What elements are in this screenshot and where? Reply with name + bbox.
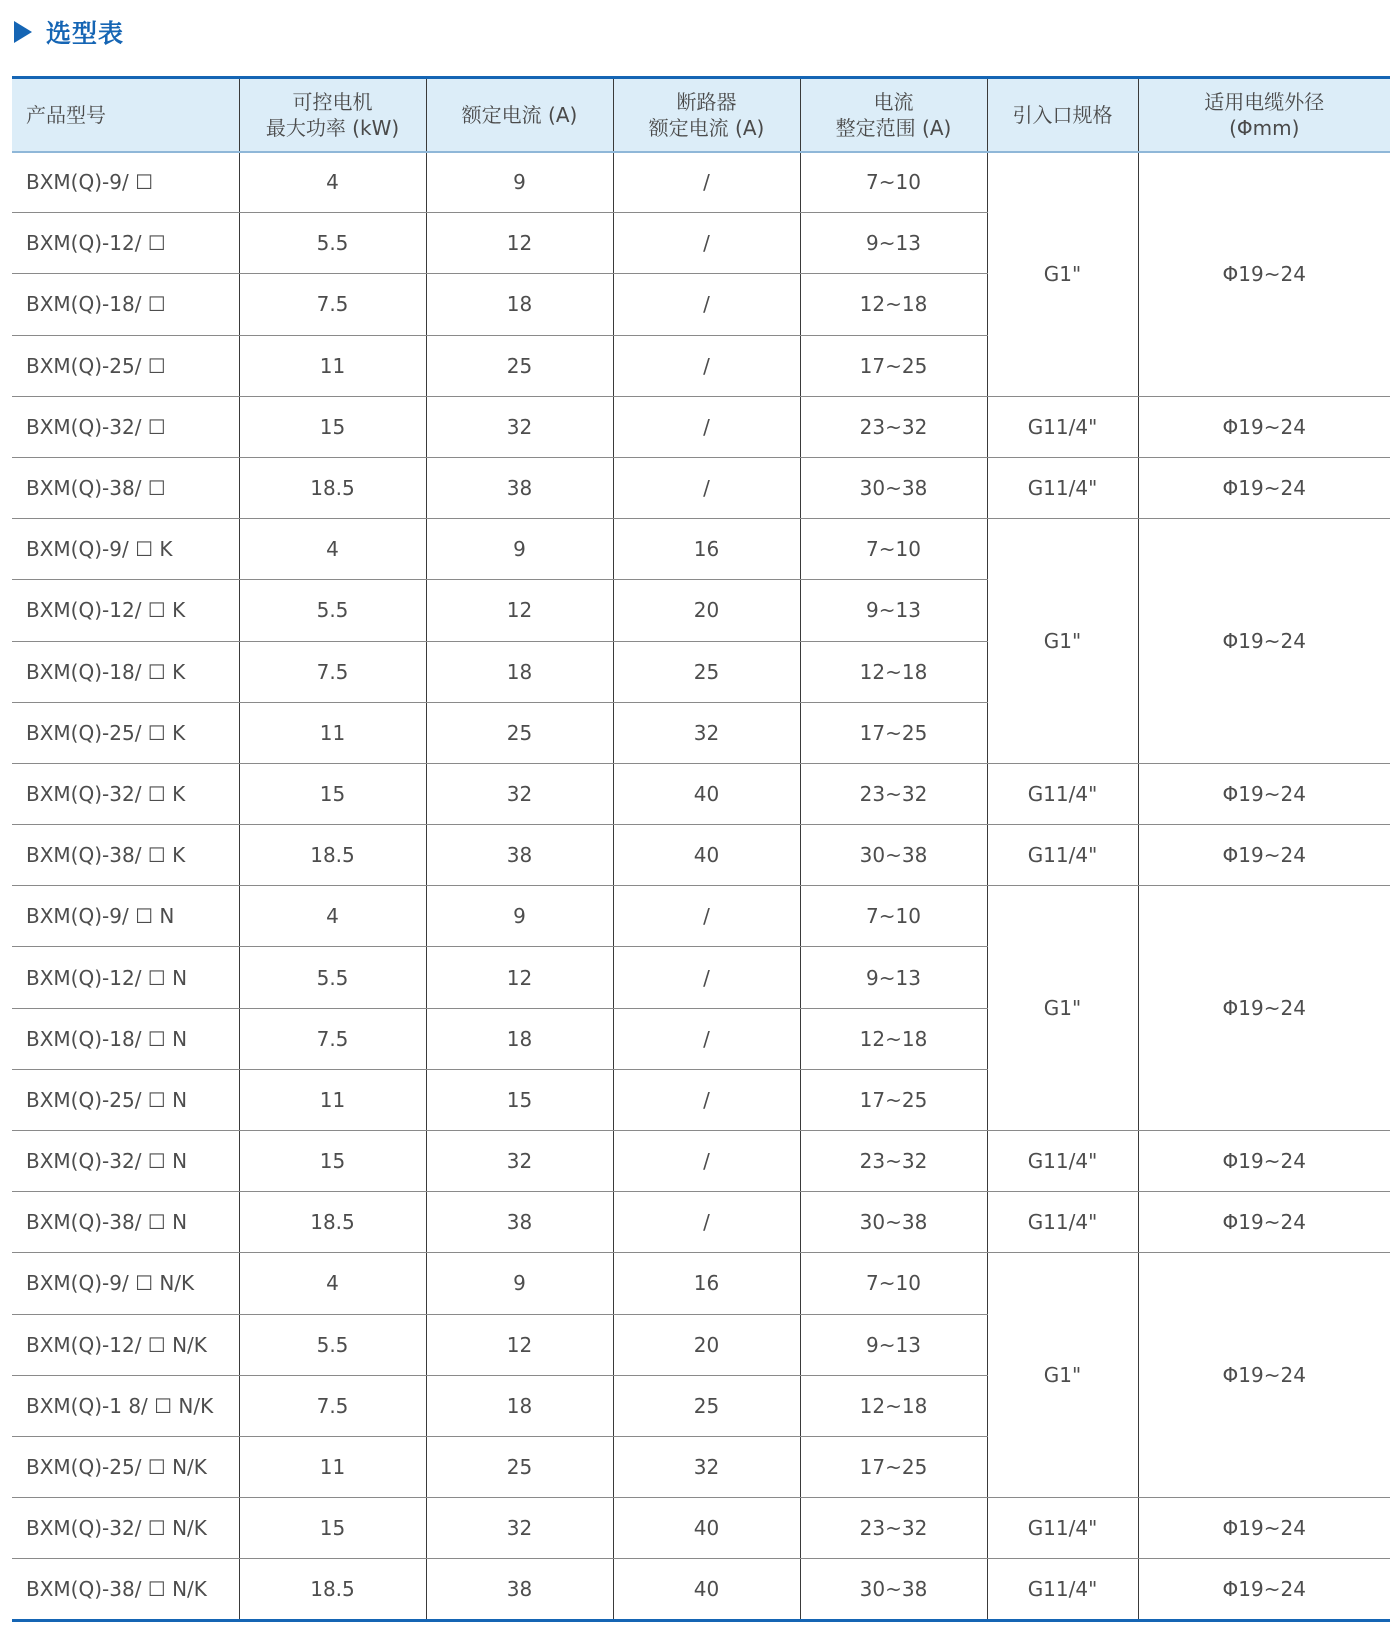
table-header <box>12 78 1390 152</box>
cell-rated-current: 32 <box>426 1498 613 1559</box>
table-body <box>12 152 1390 1621</box>
cell-rated-current: 38 <box>426 457 613 518</box>
table-row <box>12 1253 1390 1314</box>
cell-current-range: 12~18 <box>800 274 987 335</box>
cell-cable-diameter: Φ19~24 <box>1138 1192 1390 1253</box>
cell-rated-current: 32 <box>426 763 613 824</box>
cell-current-range: 12~18 <box>800 1008 987 1069</box>
cell-inlet-spec: G11/4" <box>987 1559 1138 1620</box>
table-row <box>12 763 1390 824</box>
cell-model: BXM(Q)-9/ ☐ K <box>12 519 239 580</box>
cell-max-power: 18.5 <box>239 825 426 886</box>
cell-breaker-current: 40 <box>613 1498 800 1559</box>
cell-breaker-current: / <box>613 457 800 518</box>
cell-inlet-spec: G1" <box>987 152 1138 397</box>
cell-model: BXM(Q)-25/ ☐ K <box>12 702 239 763</box>
cell-current-range: 9~13 <box>800 213 987 274</box>
cell-max-power: 4 <box>239 152 426 213</box>
cell-breaker-current: 20 <box>613 580 800 641</box>
cell-rated-current: 12 <box>426 1314 613 1375</box>
cell-rated-current: 18 <box>426 274 613 335</box>
cell-breaker-current: 32 <box>613 702 800 763</box>
cell-breaker-current: / <box>613 152 800 213</box>
cell-breaker-current: 32 <box>613 1436 800 1497</box>
cell-cable-diameter: Φ19~24 <box>1138 1131 1390 1192</box>
cell-max-power: 7.5 <box>239 1008 426 1069</box>
cell-breaker-current: / <box>613 1131 800 1192</box>
cell-current-range: 17~25 <box>800 1436 987 1497</box>
cell-cable-diameter: Φ19~24 <box>1138 825 1390 886</box>
cell-model: BXM(Q)-18/ ☐ N <box>12 1008 239 1069</box>
cell-inlet-spec: G11/4" <box>987 396 1138 457</box>
header-current-range: 电流 整定范围 (A) <box>800 78 987 152</box>
table-row <box>12 396 1390 457</box>
cell-rated-current: 18 <box>426 1375 613 1436</box>
header-cable-diameter: 适用电缆外径 (Φmm) <box>1138 78 1390 152</box>
cell-current-range: 7~10 <box>800 152 987 213</box>
header-row <box>12 78 1390 152</box>
cell-model: BXM(Q)-32/ ☐ N <box>12 1131 239 1192</box>
cell-max-power: 4 <box>239 1253 426 1314</box>
cell-model: BXM(Q)-9/ ☐ <box>12 152 239 213</box>
cell-max-power: 11 <box>239 335 426 396</box>
cell-rated-current: 32 <box>426 396 613 457</box>
cell-breaker-current: 40 <box>613 825 800 886</box>
cell-inlet-spec: G11/4" <box>987 763 1138 824</box>
cell-rated-current: 9 <box>426 152 613 213</box>
cell-max-power: 5.5 <box>239 947 426 1008</box>
table-row <box>12 825 1390 886</box>
cell-breaker-current: 25 <box>613 1375 800 1436</box>
cell-max-power: 5.5 <box>239 1314 426 1375</box>
cell-cable-diameter: Φ19~24 <box>1138 763 1390 824</box>
cell-current-range: 17~25 <box>800 702 987 763</box>
cell-max-power: 5.5 <box>239 213 426 274</box>
cell-rated-current: 12 <box>426 947 613 1008</box>
cell-rated-current: 38 <box>426 825 613 886</box>
cell-max-power: 18.5 <box>239 457 426 518</box>
cell-max-power: 18.5 <box>239 1192 426 1253</box>
cell-current-range: 23~32 <box>800 763 987 824</box>
cell-model: BXM(Q)-12/ ☐ <box>12 213 239 274</box>
cell-model: BXM(Q)-32/ ☐ <box>12 396 239 457</box>
cell-rated-current: 12 <box>426 213 613 274</box>
section-title: 选型表 <box>46 19 125 48</box>
selection-table <box>12 76 1390 1622</box>
cell-current-range: 7~10 <box>800 886 987 947</box>
cell-model: BXM(Q)-38/ ☐ N <box>12 1192 239 1253</box>
cell-cable-diameter: Φ19~24 <box>1138 152 1390 397</box>
cell-breaker-current: / <box>613 886 800 947</box>
table-row <box>12 886 1390 947</box>
cell-rated-current: 18 <box>426 1008 613 1069</box>
cell-max-power: 4 <box>239 886 426 947</box>
table-row <box>12 519 1390 580</box>
cell-model: BXM(Q)-25/ ☐ N/K <box>12 1436 239 1497</box>
cell-breaker-current: / <box>613 1008 800 1069</box>
cell-current-range: 17~25 <box>800 1069 987 1130</box>
cell-cable-diameter: Φ19~24 <box>1138 396 1390 457</box>
cell-model: BXM(Q)-9/ ☐ N <box>12 886 239 947</box>
cell-max-power: 18.5 <box>239 1559 426 1620</box>
cell-model: BXM(Q)-25/ ☐ <box>12 335 239 396</box>
cell-model: BXM(Q)-38/ ☐ <box>12 457 239 518</box>
header-max-power: 可控电机 最大功率 (kW) <box>239 78 426 152</box>
table-row <box>12 1131 1390 1192</box>
cell-inlet-spec: G1" <box>987 1253 1138 1498</box>
cell-breaker-current: 40 <box>613 763 800 824</box>
cell-breaker-current: / <box>613 1069 800 1130</box>
cell-max-power: 7.5 <box>239 641 426 702</box>
cell-inlet-spec: G11/4" <box>987 1192 1138 1253</box>
cell-model: BXM(Q)-32/ ☐ N/K <box>12 1498 239 1559</box>
cell-max-power: 7.5 <box>239 1375 426 1436</box>
table-row <box>12 1498 1390 1559</box>
cell-inlet-spec: G11/4" <box>987 825 1138 886</box>
cell-breaker-current: / <box>613 1192 800 1253</box>
cell-breaker-current: 16 <box>613 519 800 580</box>
table-row <box>12 1559 1390 1620</box>
cell-model: BXM(Q)-25/ ☐ N <box>12 1069 239 1130</box>
cell-model: BXM(Q)-12/ ☐ N/K <box>12 1314 239 1375</box>
cell-inlet-spec: G1" <box>987 886 1138 1131</box>
header-breaker-current: 断路器 额定电流 (A) <box>613 78 800 152</box>
cell-model: BXM(Q)-12/ ☐ K <box>12 580 239 641</box>
cell-model: BXM(Q)-38/ ☐ K <box>12 825 239 886</box>
cell-cable-diameter: Φ19~24 <box>1138 1559 1390 1620</box>
cell-cable-diameter: Φ19~24 <box>1138 1253 1390 1498</box>
cell-max-power: 15 <box>239 763 426 824</box>
cell-cable-diameter: Φ19~24 <box>1138 1498 1390 1559</box>
cell-current-range: 30~38 <box>800 457 987 518</box>
cell-inlet-spec: G11/4" <box>987 1131 1138 1192</box>
cell-max-power: 15 <box>239 1131 426 1192</box>
cell-max-power: 7.5 <box>239 274 426 335</box>
cell-cable-diameter: Φ19~24 <box>1138 519 1390 764</box>
cell-current-range: 9~13 <box>800 947 987 1008</box>
cell-inlet-spec: G1" <box>987 519 1138 764</box>
cell-current-range: 30~38 <box>800 1559 987 1620</box>
table-row <box>12 457 1390 518</box>
cell-current-range: 12~18 <box>800 1375 987 1436</box>
cell-rated-current: 25 <box>426 335 613 396</box>
table-row <box>12 1192 1390 1253</box>
cell-breaker-current: 16 <box>613 1253 800 1314</box>
cell-current-range: 23~32 <box>800 1131 987 1192</box>
cell-current-range: 7~10 <box>800 519 987 580</box>
cell-rated-current: 12 <box>426 580 613 641</box>
cell-rated-current: 25 <box>426 1436 613 1497</box>
cell-breaker-current: / <box>613 396 800 457</box>
cell-breaker-current: / <box>613 335 800 396</box>
cell-current-range: 23~32 <box>800 396 987 457</box>
cell-breaker-current: / <box>613 947 800 1008</box>
cell-rated-current: 38 <box>426 1192 613 1253</box>
cell-breaker-current: 25 <box>613 641 800 702</box>
cell-rated-current: 9 <box>426 1253 613 1314</box>
cell-rated-current: 9 <box>426 886 613 947</box>
cell-current-range: 9~13 <box>800 1314 987 1375</box>
section-header <box>14 12 124 52</box>
cell-rated-current: 38 <box>426 1559 613 1620</box>
cell-max-power: 11 <box>239 1436 426 1497</box>
cell-current-range: 30~38 <box>800 1192 987 1253</box>
cell-max-power: 15 <box>239 396 426 457</box>
cell-current-range: 30~38 <box>800 825 987 886</box>
cell-current-range: 17~25 <box>800 335 987 396</box>
cell-max-power: 5.5 <box>239 580 426 641</box>
header-inlet-spec: 引入口规格 <box>987 78 1138 152</box>
cell-rated-current: 9 <box>426 519 613 580</box>
cell-model: BXM(Q)-9/ ☐ N/K <box>12 1253 239 1314</box>
cell-rated-current: 25 <box>426 702 613 763</box>
cell-model: BXM(Q)-18/ ☐ K <box>12 641 239 702</box>
cell-rated-current: 15 <box>426 1069 613 1130</box>
cell-cable-diameter: Φ19~24 <box>1138 886 1390 1131</box>
cell-model: BXM(Q)-1 8/ ☐ N/K <box>12 1375 239 1436</box>
cell-max-power: 15 <box>239 1498 426 1559</box>
cell-breaker-current: / <box>613 213 800 274</box>
cell-breaker-current: / <box>613 274 800 335</box>
cell-rated-current: 18 <box>426 641 613 702</box>
header-model: 产品型号 <box>12 78 239 152</box>
cell-current-range: 7~10 <box>800 1253 987 1314</box>
cell-inlet-spec: G11/4" <box>987 457 1138 518</box>
table-row <box>12 152 1390 213</box>
cell-breaker-current: 40 <box>613 1559 800 1620</box>
cell-current-range: 9~13 <box>800 580 987 641</box>
cell-model: BXM(Q)-12/ ☐ N <box>12 947 239 1008</box>
cell-inlet-spec: G11/4" <box>987 1498 1138 1559</box>
cell-max-power: 11 <box>239 1069 426 1130</box>
cell-max-power: 11 <box>239 702 426 763</box>
cell-rated-current: 32 <box>426 1131 613 1192</box>
triangle-bullet-icon <box>14 21 32 43</box>
cell-current-range: 23~32 <box>800 1498 987 1559</box>
cell-current-range: 12~18 <box>800 641 987 702</box>
cell-model: BXM(Q)-32/ ☐ K <box>12 763 239 824</box>
cell-cable-diameter: Φ19~24 <box>1138 457 1390 518</box>
cell-model: BXM(Q)-18/ ☐ <box>12 274 239 335</box>
cell-max-power: 4 <box>239 519 426 580</box>
cell-breaker-current: 20 <box>613 1314 800 1375</box>
header-rated-current: 额定电流 (A) <box>426 78 613 152</box>
cell-model: BXM(Q)-38/ ☐ N/K <box>12 1559 239 1620</box>
